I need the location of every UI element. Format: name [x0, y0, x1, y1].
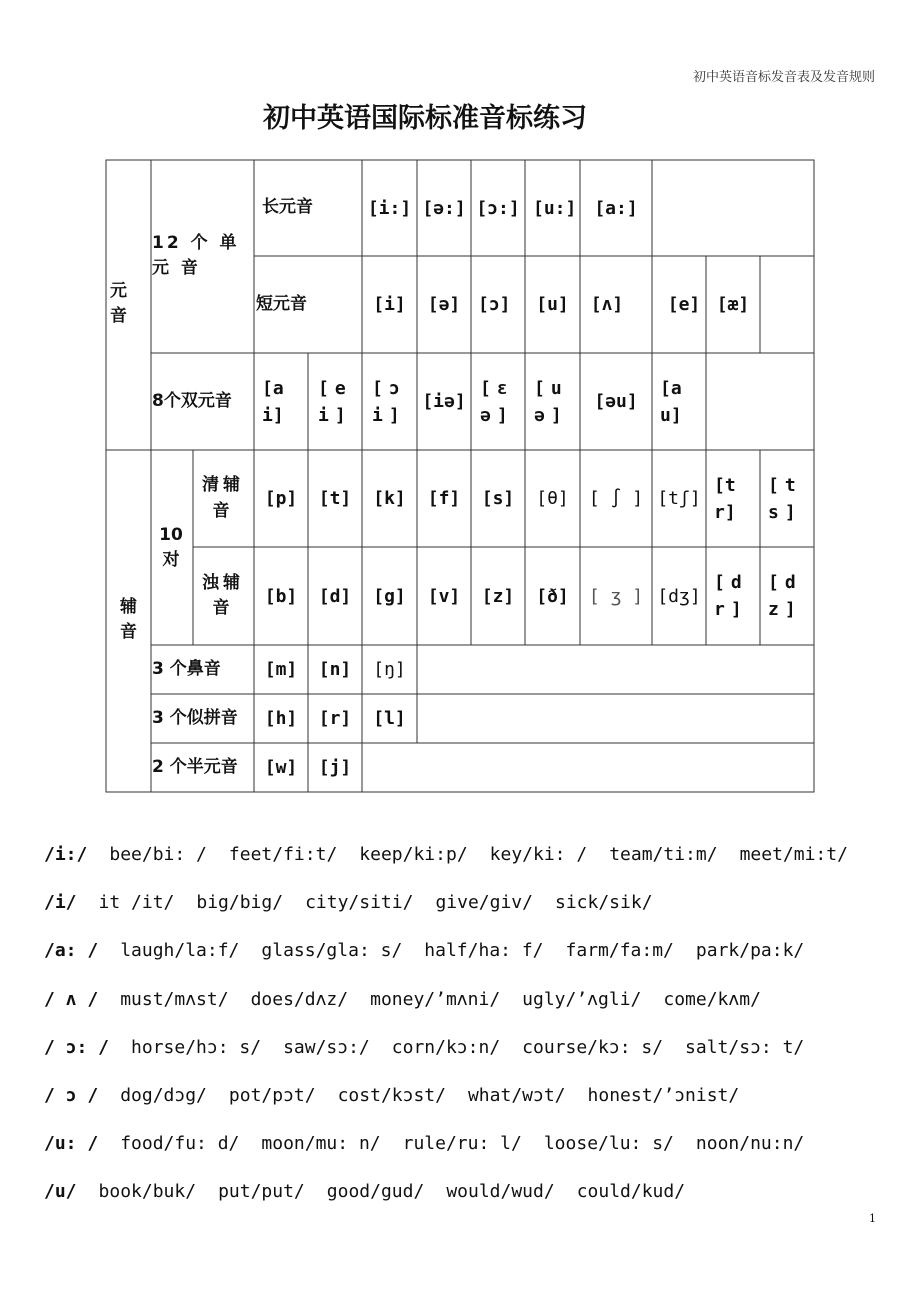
- page-title: 初中英语国际标准音标练习: [263, 103, 587, 134]
- voiced-8: [dʒ]: [657, 585, 701, 607]
- practice-word: put/put/: [218, 1180, 305, 1202]
- practice-word: team/ti:m/: [609, 843, 718, 865]
- diphthong-label: 8个双元音: [152, 390, 232, 411]
- semivowel-label: 2 个半元音: [152, 756, 238, 777]
- practice-word: book/buk/: [98, 1180, 197, 1202]
- semivowel-1: [w]: [264, 757, 298, 778]
- short-vowel-4: [u]: [536, 294, 569, 315]
- consonant-group-char-1: 辅: [120, 596, 137, 617]
- voiced-3: [g]: [373, 585, 406, 607]
- voiceless-2: [t]: [318, 488, 352, 509]
- practice-word: half/ha: f/: [424, 939, 544, 961]
- practice-word: would/wud/: [446, 1180, 555, 1202]
- practice-word: does/dʌz/: [250, 988, 349, 1010]
- consonant-group-label: [106, 572, 151, 668]
- long-vowel-1: [i:]: [367, 197, 412, 219]
- practice-word: farm/fa:m/: [565, 939, 674, 961]
- voiceless-6: [θ]: [536, 488, 569, 509]
- nasal-2: [n]: [318, 659, 352, 680]
- nasal-3: [ŋ]: [373, 659, 406, 680]
- short-vowel-3: [ɔ]: [478, 294, 511, 315]
- short-vowel-7: [æ]: [716, 294, 750, 315]
- voiceless-8: [tʃ]: [657, 488, 701, 509]
- short-vowel-6: [e]: [667, 294, 701, 315]
- voiced-4: [v]: [427, 585, 461, 607]
- practice-word: feet/fi:t/: [228, 843, 338, 865]
- semivowel-2: [j]: [318, 757, 352, 778]
- practice-sound-5: / ɔ: /: [44, 1036, 110, 1058]
- long-vowel-5: [a:]: [594, 197, 638, 219]
- practice-word: bee/bi: /: [109, 843, 207, 865]
- practice-word: money/’mʌni/: [370, 988, 501, 1010]
- practice-row-6: [44, 1080, 761, 1110]
- voiced-9: [dr]: [714, 572, 748, 620]
- running-header: 初中英语音标发音表及发音规则: [692, 70, 875, 85]
- voiceless-3: [k]: [373, 488, 406, 509]
- liquid-1: [h]: [264, 708, 298, 729]
- practice-word: what/wɔt/: [467, 1084, 566, 1106]
- long-vowel-2: [ə:]: [422, 197, 466, 219]
- practice-word: salt/sɔ: t/: [685, 1036, 805, 1058]
- consonant-group-char-2: 音: [120, 622, 137, 642]
- voiceless-7: [ ∫ ]: [588, 488, 644, 509]
- practice-word: good/gud/: [326, 1180, 425, 1202]
- practice-row-8: [44, 1176, 707, 1206]
- practice-word: ugly/’ʌgli/: [522, 988, 642, 1010]
- practice-word: give/giv/: [435, 891, 533, 913]
- long-vowel-3: [ɔ:]: [476, 197, 520, 219]
- short-vowel-label: 短元音: [256, 293, 307, 314]
- long-vowel-label: 长元音: [262, 197, 313, 218]
- voiceless-label: 清辅音: [202, 475, 244, 521]
- practice-word: corn/kɔ:n/: [391, 1036, 501, 1058]
- practice-row-1: [44, 839, 848, 869]
- voiceless-10: [ts]: [768, 474, 802, 523]
- voiced-6: [ð]: [536, 585, 569, 607]
- practice-row-2: [44, 887, 675, 917]
- practice-sound-2: /i/: [44, 891, 77, 913]
- nasal-1: [m]: [264, 659, 298, 680]
- short-vowel-1: [i]: [373, 294, 406, 315]
- voiced-10: [dz]: [768, 572, 802, 620]
- diphthong-1: [ai]: [262, 377, 284, 426]
- voiceless-9: [tr]: [714, 474, 736, 523]
- page-number: 1: [869, 1212, 876, 1225]
- practice-word: come/kʌm/: [663, 988, 761, 1010]
- short-vowel-5: [ʌ]: [590, 294, 624, 315]
- practice-word: park/pa:k/: [695, 939, 805, 961]
- diphthong-4: [iə]: [422, 391, 466, 412]
- vowel-group-char-1: 元: [110, 280, 127, 301]
- practice-word: glass/gla: s/: [261, 939, 403, 961]
- diphthong-3: [ɔi]: [372, 377, 406, 426]
- practice-row-7: [44, 1128, 826, 1158]
- practice-sound-4: / ʌ /: [44, 988, 99, 1010]
- diphthong-2: [ei]: [318, 377, 352, 426]
- voiced-2: [d]: [318, 585, 352, 607]
- practice-word: loose/lu: s/: [543, 1132, 674, 1154]
- practice-sound-3: /a: /: [44, 939, 99, 961]
- pairs-label: 10 对: [159, 524, 183, 570]
- practice-sound-8: /u/: [44, 1180, 77, 1202]
- voiced-5: [z]: [481, 585, 515, 607]
- voiced-1: [b]: [264, 585, 298, 607]
- practice-word: rule/ru: l/: [402, 1132, 522, 1154]
- short-vowel-2: [ə]: [427, 294, 461, 315]
- voiced-label: 浊辅音: [202, 572, 244, 618]
- practice-word: city/siti/: [305, 891, 414, 913]
- practice-sound-6: / ɔ /: [44, 1084, 99, 1106]
- vowel-group-label: [106, 256, 132, 352]
- liquid-label: 3 个似拼音: [152, 707, 238, 728]
- practice-word: big/big/: [196, 891, 284, 913]
- practice-word: pot/pɔt/: [228, 1084, 316, 1106]
- diphthong-6: [uə]: [534, 377, 568, 426]
- long-vowel-4: [u:]: [533, 197, 577, 219]
- practice-word: cost/kɔst/: [337, 1084, 446, 1106]
- practice-word: moon/mu: n/: [261, 1132, 381, 1154]
- practice-word: laugh/la:f/: [120, 939, 240, 961]
- practice-word: horse/hɔ: s/: [131, 1036, 262, 1058]
- voiceless-5: [s]: [481, 488, 515, 509]
- monophthong-label: 12 个 单 元 音: [152, 232, 240, 278]
- voiceless-1: [p]: [264, 488, 298, 509]
- practice-word: sick/sik/: [555, 891, 653, 913]
- practice-word: key/ki: /: [489, 843, 588, 865]
- practice-word: honest/’ɔnist/: [587, 1084, 740, 1106]
- practice-row-3: [44, 935, 826, 965]
- practice-word: must/mʌst/: [120, 988, 229, 1010]
- voiced-7: [ ʒ ]: [588, 585, 644, 607]
- practice-word: could/kud/: [576, 1180, 686, 1202]
- voiceless-4: [f]: [427, 488, 461, 509]
- nasal-label: 3 个鼻音: [152, 658, 221, 679]
- practice-row-5: [44, 1032, 826, 1062]
- practice-word: keep/ki:p/: [359, 843, 468, 865]
- diphthong-5: [εə]: [480, 377, 514, 426]
- practice-row-4: [44, 984, 783, 1014]
- practice-word: noon/nu:n/: [695, 1132, 805, 1154]
- liquid-3: [l]: [373, 708, 406, 729]
- diphthong-7: [əu]: [594, 391, 638, 412]
- practice-word: saw/sɔ:/: [283, 1036, 370, 1058]
- practice-sound-1: /i:/: [44, 843, 88, 865]
- practice-sound-7: /u: /: [44, 1132, 99, 1154]
- practice-word: dog/dɔg/: [120, 1084, 207, 1106]
- diphthong-8: [au]: [660, 377, 682, 426]
- practice-word: course/kɔ: s/: [522, 1036, 664, 1058]
- vowel-group-char-2: 音: [110, 306, 127, 326]
- practice-word: meet/mi:t/: [739, 843, 848, 865]
- liquid-2: [r]: [318, 708, 352, 729]
- practice-word: food/fu: d/: [120, 1132, 240, 1154]
- practice-word: it /it/: [98, 891, 175, 913]
